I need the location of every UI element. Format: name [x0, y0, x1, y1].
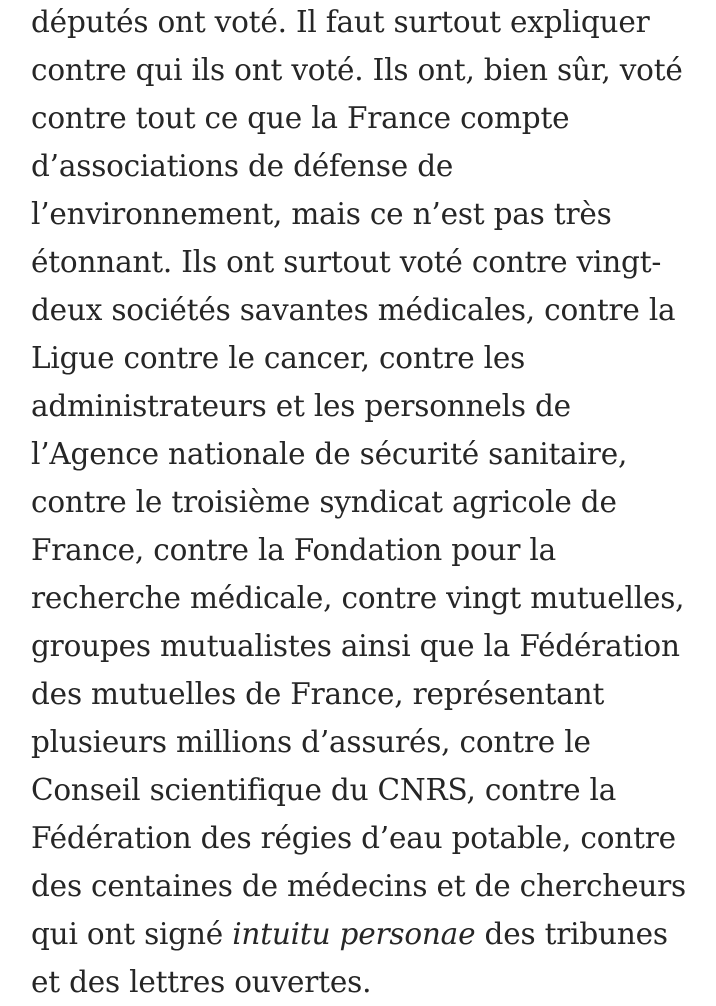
- text-line: étonnant. Ils ont surtout voté contre vingt-: [31, 245, 662, 279]
- text-line: Fédération des régies d’eau potable, contre: [31, 821, 676, 855]
- text-line: administrateurs et les personnels de: [31, 389, 571, 423]
- italic-phrase: intuitu personae: [232, 917, 476, 951]
- text-line: contre le troisième syndicat agricole de: [31, 485, 617, 519]
- text-line: Ligue contre le cancer, contre les: [31, 341, 526, 375]
- text-line: Conseil scientifique du CNRS, contre la: [31, 773, 617, 807]
- text-line: France, contre la Fondation pour la: [31, 533, 557, 567]
- text-line: recherche médicale, contre vingt mutuelles,: [31, 581, 685, 615]
- text-line: des mutuelles de France, représentant: [31, 677, 605, 711]
- text-line: députés ont voté. Il faut surtout expliquer: [31, 5, 650, 39]
- text-segment: des tribunes: [475, 917, 668, 951]
- text-line: l’Agence nationale de sécurité sanitaire,: [31, 437, 628, 471]
- text-line: contre tout ce que la France compte: [31, 101, 570, 135]
- text-line-with-italic: [31, 910, 711, 958]
- text-line: l’environnement, mais ce n’est pas très: [31, 197, 612, 231]
- text-line: et des lettres ouvertes.: [31, 965, 372, 999]
- text-segment: qui ont signé: [31, 917, 233, 951]
- text-line: contre qui ils ont voté. Ils ont, bien sûr, voté: [31, 53, 683, 87]
- text-line: plusieurs millions d’assurés, contre le: [31, 725, 591, 759]
- text-line: d’associations de défense de: [31, 149, 454, 183]
- article-body: [31, 0, 711, 1006]
- text-line: groupes mutualistes ainsi que la Fédération: [31, 629, 680, 663]
- text-line: deux sociétés savantes médicales, contre la: [31, 293, 676, 327]
- text-line: des centaines de médecins et de chercheurs: [31, 869, 686, 903]
